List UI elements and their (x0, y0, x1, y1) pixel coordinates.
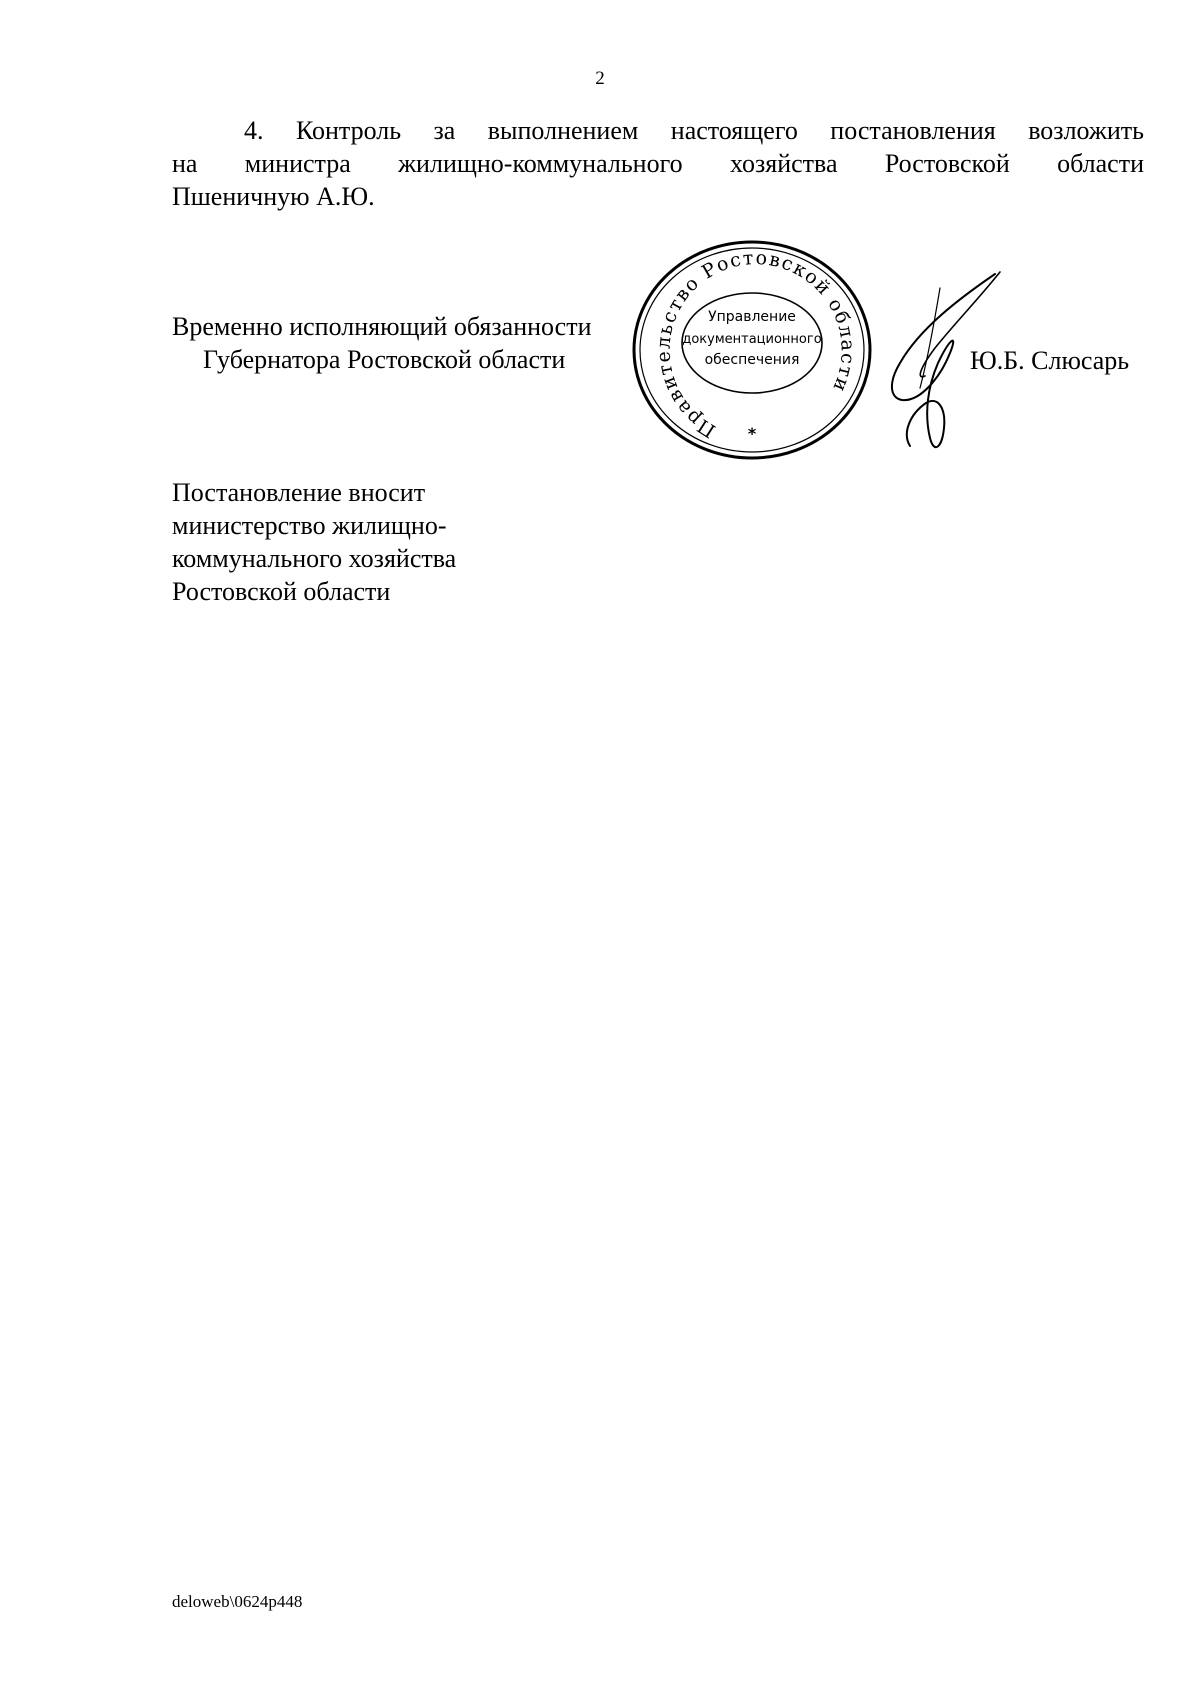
seal-center-line: обеспечения (704, 352, 800, 368)
clause-line: 4. Контроль за выполнением настоящего постановления возложить (244, 116, 1144, 145)
signer-name: Ю.Б. Слюсарь (970, 346, 1130, 375)
introducer-line: Постановление вносит (172, 478, 426, 507)
introducer-block (172, 476, 456, 608)
signer-title (172, 310, 592, 376)
introducer-line: Ростовской области (172, 577, 391, 606)
seal-star: * (747, 424, 757, 443)
seal-center-line: документационного (682, 332, 822, 347)
signer-title-line: Временно исполняющий обязанности (172, 312, 592, 341)
seal-ring-textpath: Правительство Ростовской области (652, 246, 859, 442)
official-seal (630, 237, 875, 463)
page-number: 2 (595, 68, 605, 89)
seal-center-line: Управление (708, 309, 796, 325)
introducer-line: коммунального хозяйства (172, 544, 457, 573)
clause-line: Пшеничную А.Ю. (172, 182, 375, 211)
clause-paragraph (172, 114, 1144, 213)
footer-document-code: deloweb\0624p448 (172, 1592, 303, 1611)
clause-line: на министра жилищно-коммунального хозяйства Ростовской области (172, 149, 1144, 178)
introducer-line: министерство жилищно- (172, 511, 447, 540)
signer-title-line: Губернатора Ростовской области (203, 345, 566, 374)
